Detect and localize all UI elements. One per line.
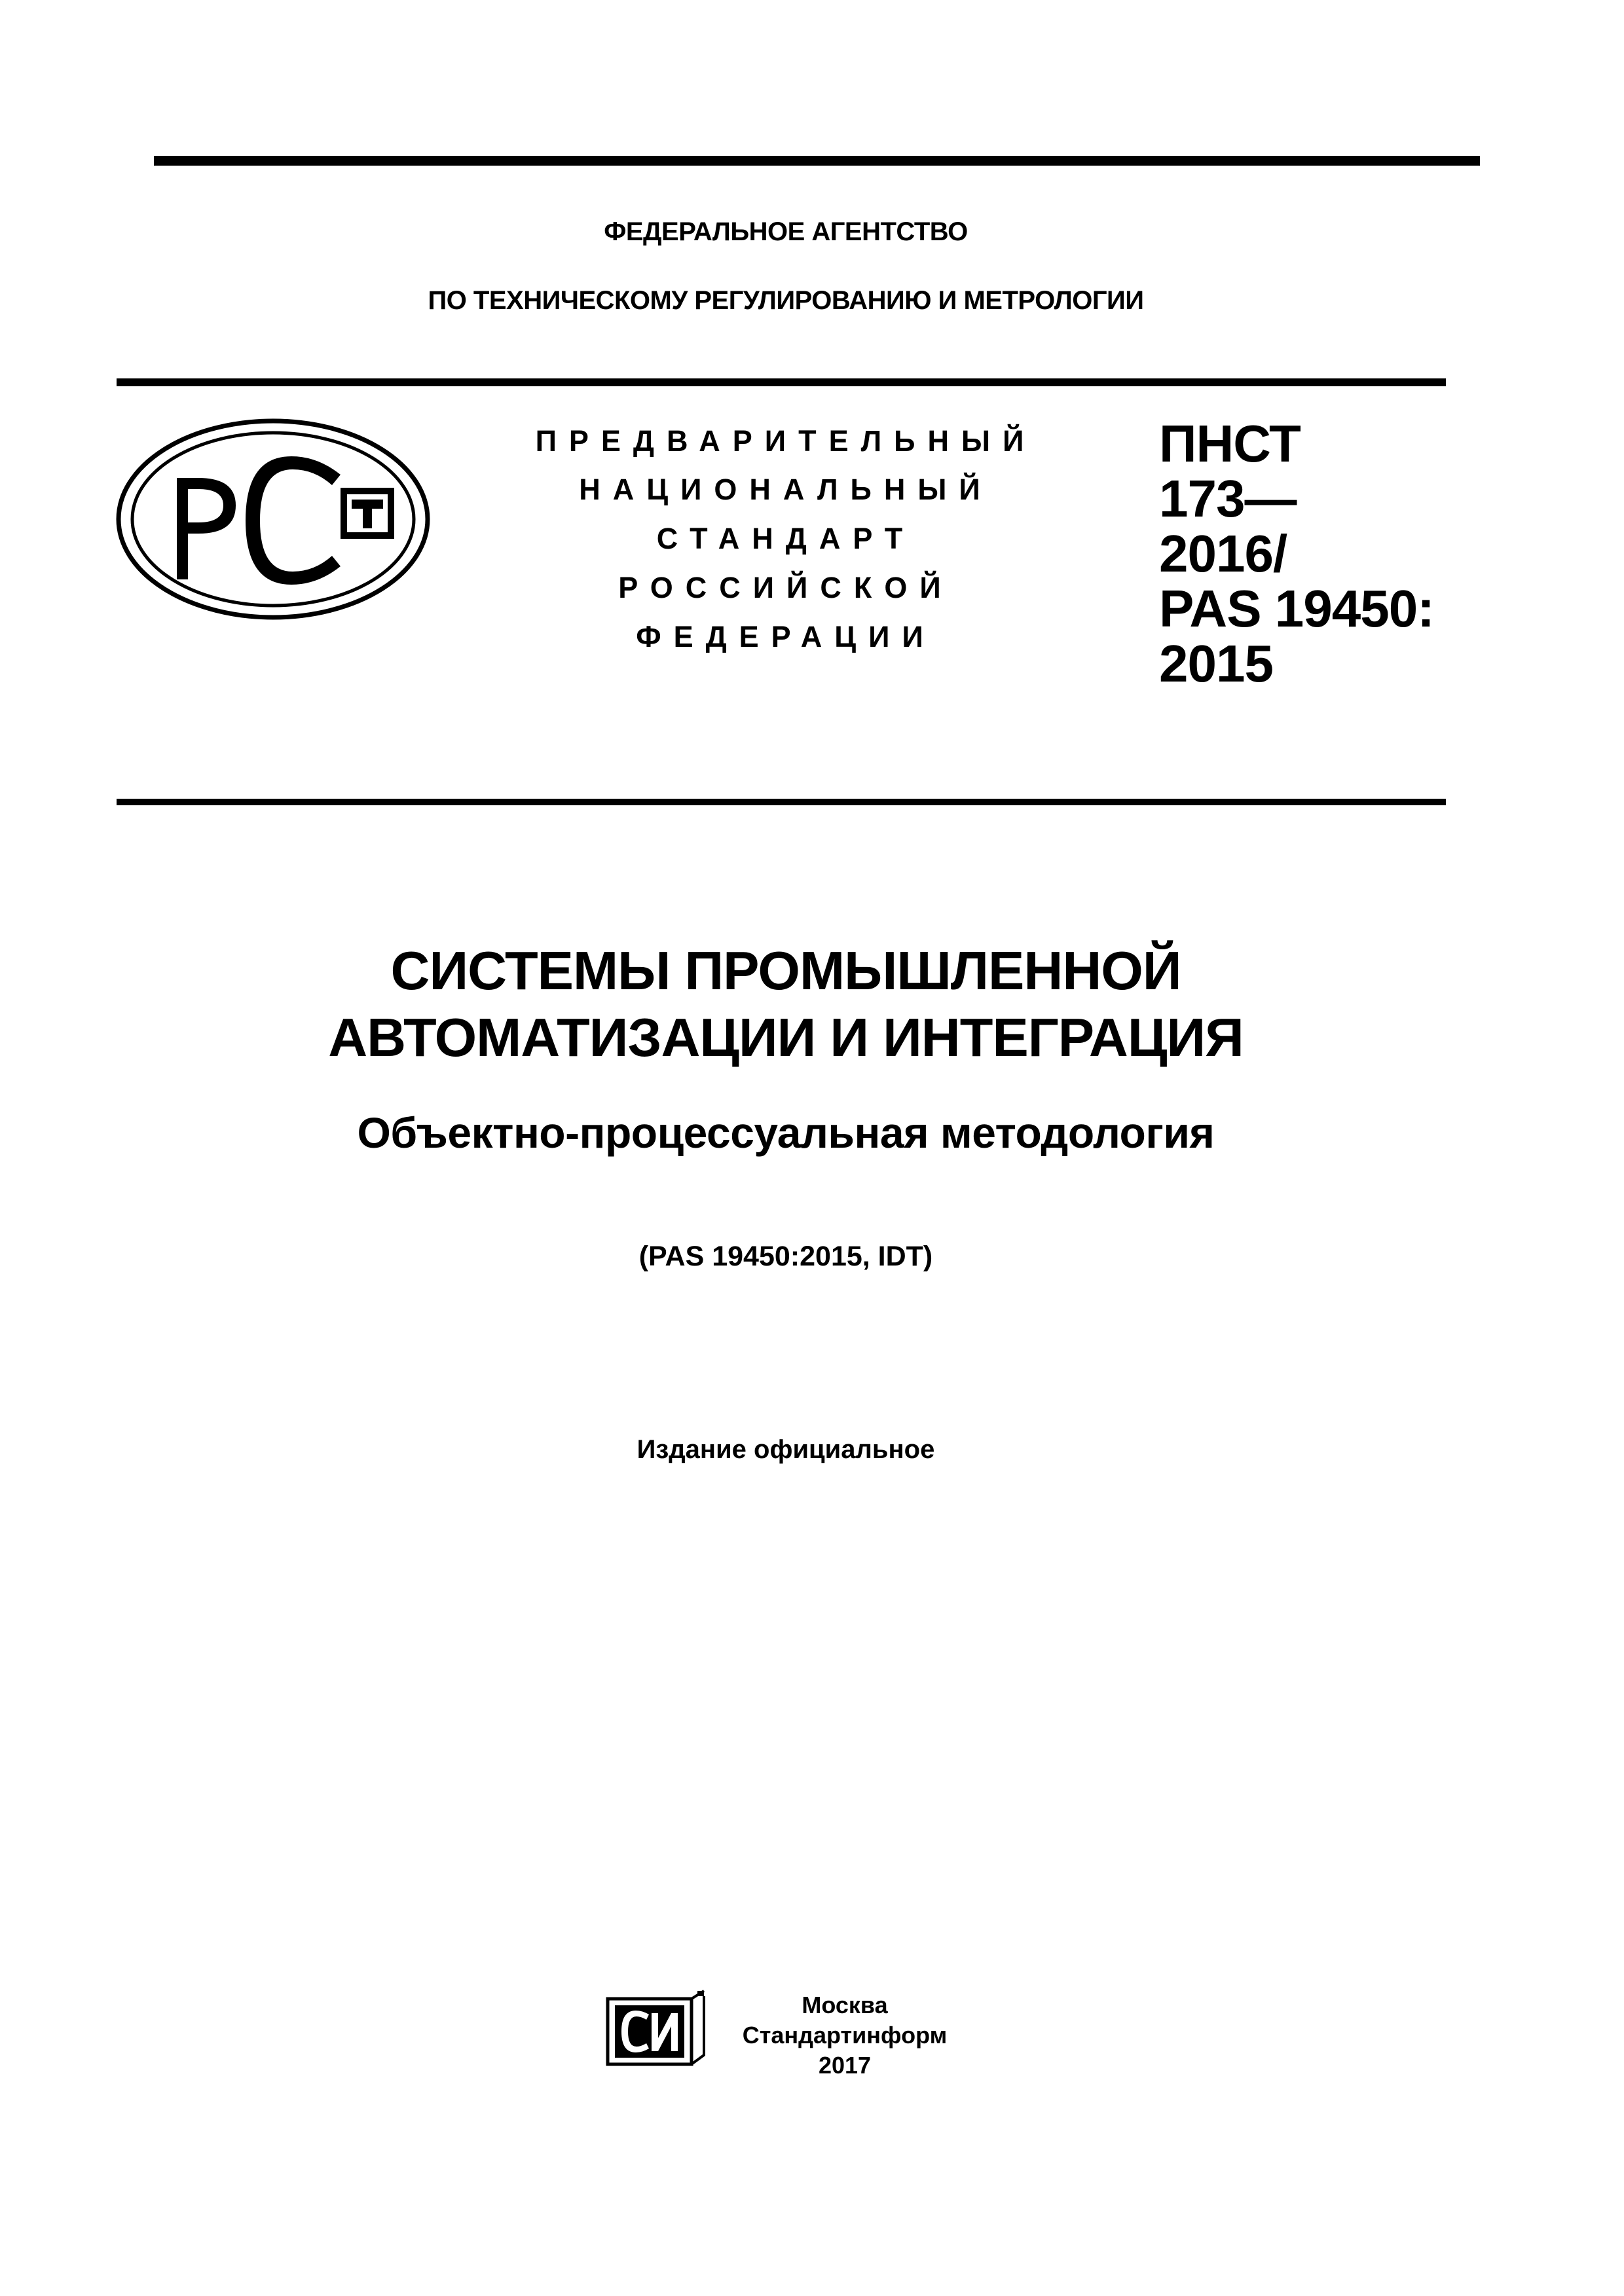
document-subtitle: Объектно-процессуальная методология [357,1108,1215,1157]
standard-kind-line-5: ФЕДЕРАЦИИ [636,620,936,653]
standartinform-logo-icon [606,1987,709,2067]
publisher-imprint [707,1990,982,2081]
gost-r-certification-mark-icon [115,416,432,622]
document-title-line-1: СИСТЕМЫ ПРОМЫШЛЕННОЙ [390,940,1181,1001]
equivalence-note: (PAS 19450:2015, IDT) [638,1241,933,1272]
standard-kind-line-2: НАЦИОНАЛЬНЫЙ [579,473,993,506]
header-rule-top [117,378,1446,386]
designation-line-2: 173— [1159,469,1297,528]
designation-line-5: 2015 [1159,634,1273,693]
agency-line-1: ФЕДЕРАЛЬНОЕ АГЕНТСТВО [604,217,968,246]
publisher-city: Москва [802,1992,888,2018]
standard-kind-line-4: РОССИЙСКОЙ [618,571,953,604]
standard-kind-line-1: ПРЕДВАРИТЕЛЬНЫЙ [535,424,1037,458]
designation-line-3: 2016/ [1159,524,1287,583]
document-title-line-2: АВТОМАТИЗАЦИИ И ИНТЕГРАЦИЯ [328,1007,1244,1068]
standard-designation [1159,416,1434,691]
publication-year: 2017 [818,2052,872,2079]
designation-line-4: PAS 19450: [1159,579,1434,638]
top-rule [154,156,1480,166]
designation-line-1: ПНСТ [1159,414,1301,473]
standard-kind-line-3: СТАНДАРТ [656,522,915,555]
publisher-name: Стандартинформ [742,2022,948,2049]
header-rule-bottom [117,799,1446,805]
edition-note: Издание официальное [637,1435,935,1464]
agency-line-2: ПО ТЕХНИЧЕСКОМУ РЕГУЛИРОВАНИЮ И МЕТРОЛОГИИ [428,286,1144,315]
